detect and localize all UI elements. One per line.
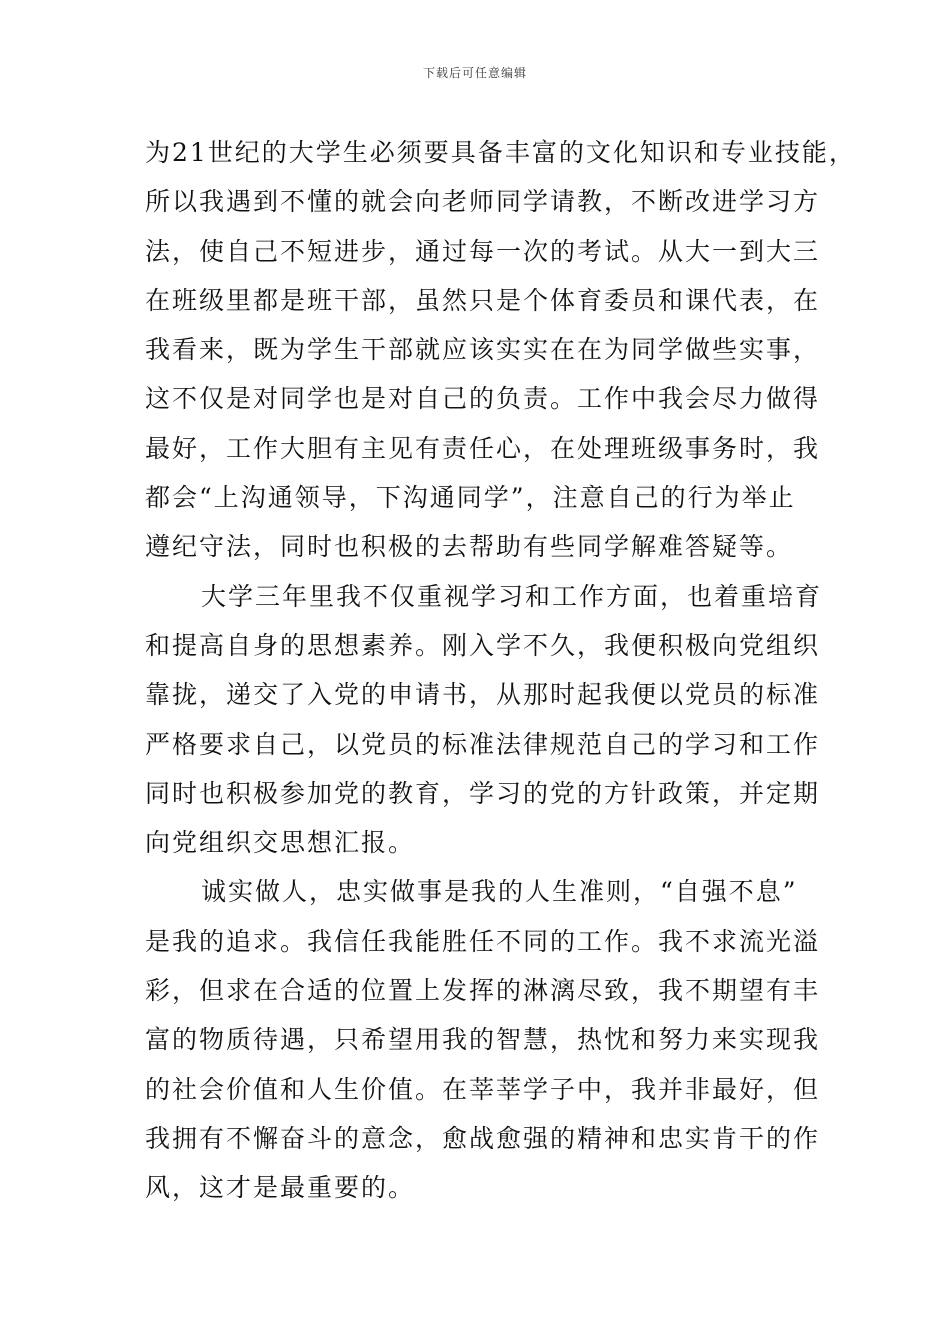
text-line: 所以我遇到不懂的就会向老师同学请教，不断改进学习方: [145, 187, 821, 217]
text-line: 的社会价值和人生价值。在莘莘学子中，我并非最好，但: [145, 1074, 821, 1104]
paragraph-start-line: 诚实做人，忠实做事是我的人生准则，“自强不息”: [201, 877, 798, 907]
text-line: 最好，工作大胆有主见有责任心，在处理班级事务时，我: [145, 433, 821, 463]
text-line: 风，这才是最重要的。: [145, 1173, 416, 1203]
text-line: 在班级里都是班干部，虽然只是个体育委员和课代表，在: [145, 285, 821, 315]
document-body: [145, 128, 856, 1213]
text-line: 彩，但求在合适的位置上发挥的淋漓尽致，我不期望有丰: [145, 976, 821, 1006]
text-line: 这不仅是对同学也是对自己的负责。工作中我会尽力做得: [145, 384, 821, 414]
page-header-note: 下载后可任意编辑: [422, 66, 527, 80]
text-line: 都会“上沟通领导，下沟通同学”，注意自己的行为举止: [145, 483, 796, 513]
text-line: 遵纪守法，同时也积极的去帮助有些同学解难答疑等。: [145, 532, 794, 562]
text-line: 靠拢，递交了入党的申请书，从那时起我便以党员的标准: [145, 680, 821, 710]
paragraph-start-line: 大学三年里我不仅重视学习和工作方面，也着重培育: [201, 581, 823, 611]
text-line: 我看来，既为学生干部就应该实实在在为同学做些实事，: [145, 335, 821, 365]
text-line: 为21世纪的大学生必须要具备丰富的文化知识和专业技能，: [145, 138, 856, 167]
text-line: 向党组织交思想汇报。: [145, 828, 416, 858]
text-line: 是我的追求。我信任我能胜任不同的工作。我不求流光溢: [145, 926, 821, 956]
text-line: 富的物质待遇，只希望用我的智慧，热忱和努力来实现我: [145, 1025, 821, 1055]
text-line: 同时也积极参加党的教育，学习的党的方针政策，并定期: [145, 778, 821, 808]
text-line: 和提高自身的思想素养。刚入学不久，我便积极向党组织: [145, 630, 821, 660]
text-line: 我拥有不懈奋斗的意念，愈战愈强的精神和忠实肯干的作: [145, 1123, 821, 1153]
text-line: 法，使自己不短进步，通过每一次的考试。从大一到大三: [145, 236, 821, 266]
text-line: 严格要求自己，以党员的标准法律规范自己的学习和工作: [145, 729, 821, 759]
